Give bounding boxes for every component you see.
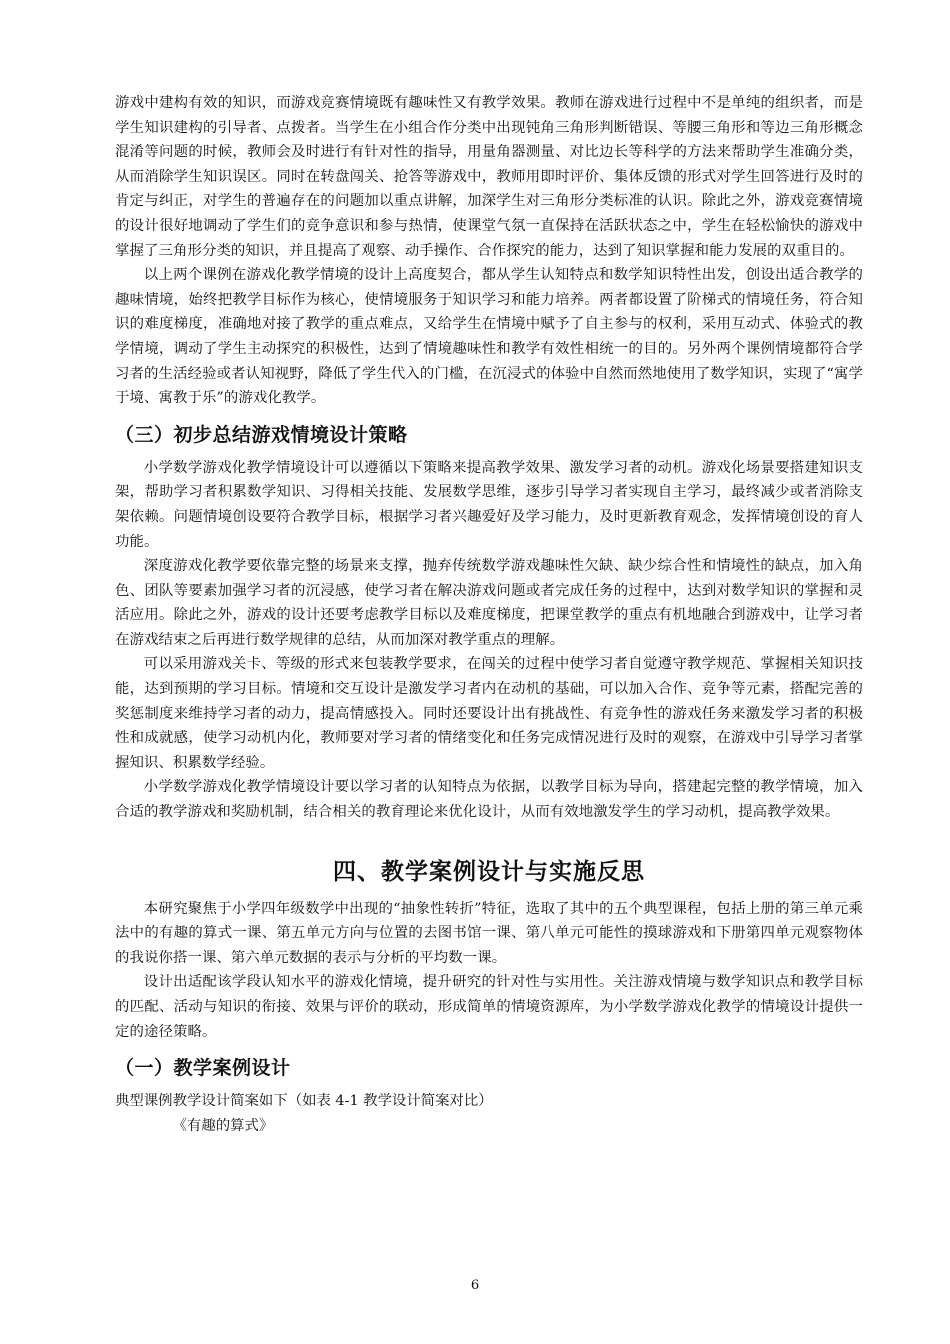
chapter-heading: 四、教学案例设计与实施反思 — [333, 858, 645, 885]
page-body — [115, 91, 863, 1138]
paragraph-strategy-2: 深度游戏化教学要依靠完整的场景来支撑，抛弃传统数学游戏趣味性欠缺、缺少综合性和情境性的缺点，加入角色、团队等要素加强学习者的沉浸感，使学习者在解决游戏问题或者完成任务的过程中，达到对数学知识的掌握和灵活应用。除此之外，游戏的设计还要考虑教学目标以及难度梯度，把课堂教学的重点有机地融合到游戏中，让学习者在游戏结束之后再进行数学规律的总结，从而加深对教学重点的理解。 — [115, 558, 863, 648]
paragraph-strategy-1: 小学数学游戏化教学情境设计可以遵循以下策略来提高教学效果、激发学习者的动机。游戏化场景要搭建知识支架，帮助学习者积累数学知识、习得相关技能、发展数学思维，逐步引导学习者实现自主学习，最终减少或者消除支架依赖。问题情境创设要符合教学目标，根据学习者兴趣爱好及学习能力，及时更新教育观念，发挥情境创设的育人功能。 — [115, 459, 863, 550]
subsection-heading-case-design: （一）教学案例设计 — [115, 1057, 291, 1080]
paragraph-strategy-4: 小学数学游戏化教学情境设计要以学习者的认知特点为依据，以教学目标为导向，搭建起完整的教学情境，加入合适的教学游戏和奖励机制，结合相关的教育理论来优化设计，从而有效地激发学生的学习动机，提高教学效果。 — [115, 779, 863, 821]
paragraph-research-focus: 本研究聚焦于小学四年级数学中出现的“抽象性转折”特征，选取了其中的五个典型课程，包括上册的第三单元乘法中的有趣的算式一课、第五单元方向与位置的去图书馆一课、第八单元可能性的摸球游戏和下册第四单元观察物体的我说你搭一课、第六单元数据的表示与分析的平均数一课。 — [115, 900, 863, 966]
case-intro-line: 典型课例教学设计简案如下（如表 4-1 教学设计简案对比） — [115, 1093, 493, 1110]
case-title-line: 《有趣的算式》 — [172, 1117, 274, 1134]
page-number: 6 — [470, 1278, 480, 1293]
paragraph-strategy-3: 可以采用游戏关卡、等级的形式来包装教学要求，在闯关的过程中使学习者自觉遵守教学规范、掌握相关知识技能，达到预期的学习目标。情境和交互设计是激发学习者内在动机的基础，可以加入合作、竞争等元素，搭配完善的奖惩制度来维持学习者的动力，提高情感投入。同时还要设计出有挑战性、有竞争性的游戏任务来激发学习者的积极性和成就感，使学习动机内化，教师要对学习者的情绪变化和任务完成情况进行及时的观察，在游戏中引导学习者掌握知识、积累数学经验。 — [115, 656, 863, 771]
paragraph-case-comparison: 以上两个课例在游戏化教学情境的设计上高度契合，都从学生认知特点和数学知识特性出发，创设出适合教学的趣味情境，始终把教学目标作为核心，使情境服务于知识学习和能力培养。两者都设置了阶梯式的情境任务，符合知识的难度梯度，准确地对接了教学的重点难点，又给学生在情境中赋予了自主参与的权利，采用互动式、体验式的教学情境，调动了学生主动探究的积极性，达到了情境趣味性和教学有效性相统一的目的。另外两个课例情境都符合学习者的生活经验或者认知视野，降低了学生代入的门槛，在沉浸式的体验中自然而然地使用了数学知识，实现了“寓学于境、寓教于乐”的游戏化教学。 — [115, 267, 863, 407]
paragraph-design-goal: 设计出适配该学段认知水平的游戏化情境，提升研究的针对性与实用性。关注游戏情境与数学知识点和教学目标的匹配、活动与知识的衔接、效果与评价的联动，形成简单的情境资源库，为小学数学游戏化教学的情境设计提供一定的途径策略。 — [115, 974, 863, 1040]
paragraph-continuation: 游戏中建构有效的知识，而游戏竞赛情境既有趣味性又有教学效果。教师在游戏进行过程中不是单纯的组织者，而是学生知识建构的引导者、点拨者。当学生在小组合作分类中出现钝角三角形判断错误、等腰三角形和等边三角形概念混淆等问题的时候，教师会及时进行有针对性的指导，用量角器测量、对比边长等科学的方法来帮助学生准确分类，从而消除学生知识误区。同时在转盘闯关、抢答等游戏中，教师用即时评价、集体反馈的形式对学生回答进行及时的肯定与纠正，对学生的普遍存在的问题加以重点讲解，加深学生对三角形分类标准的认识。除此之外，游戏竞赛情境的设计很好地调动了学生们的竞争意识和参与热情，使课堂气氛一直保持在活跃状态之中，学生在轻松愉快的游戏中掌握了三角形分类的知识，并且提高了观察、动手操作、合作探究的能力，达到了知识掌握和能力发展的双重目的。 — [115, 95, 863, 259]
section-heading-strategy: （三）初步总结游戏情境设计策略 — [115, 423, 408, 446]
